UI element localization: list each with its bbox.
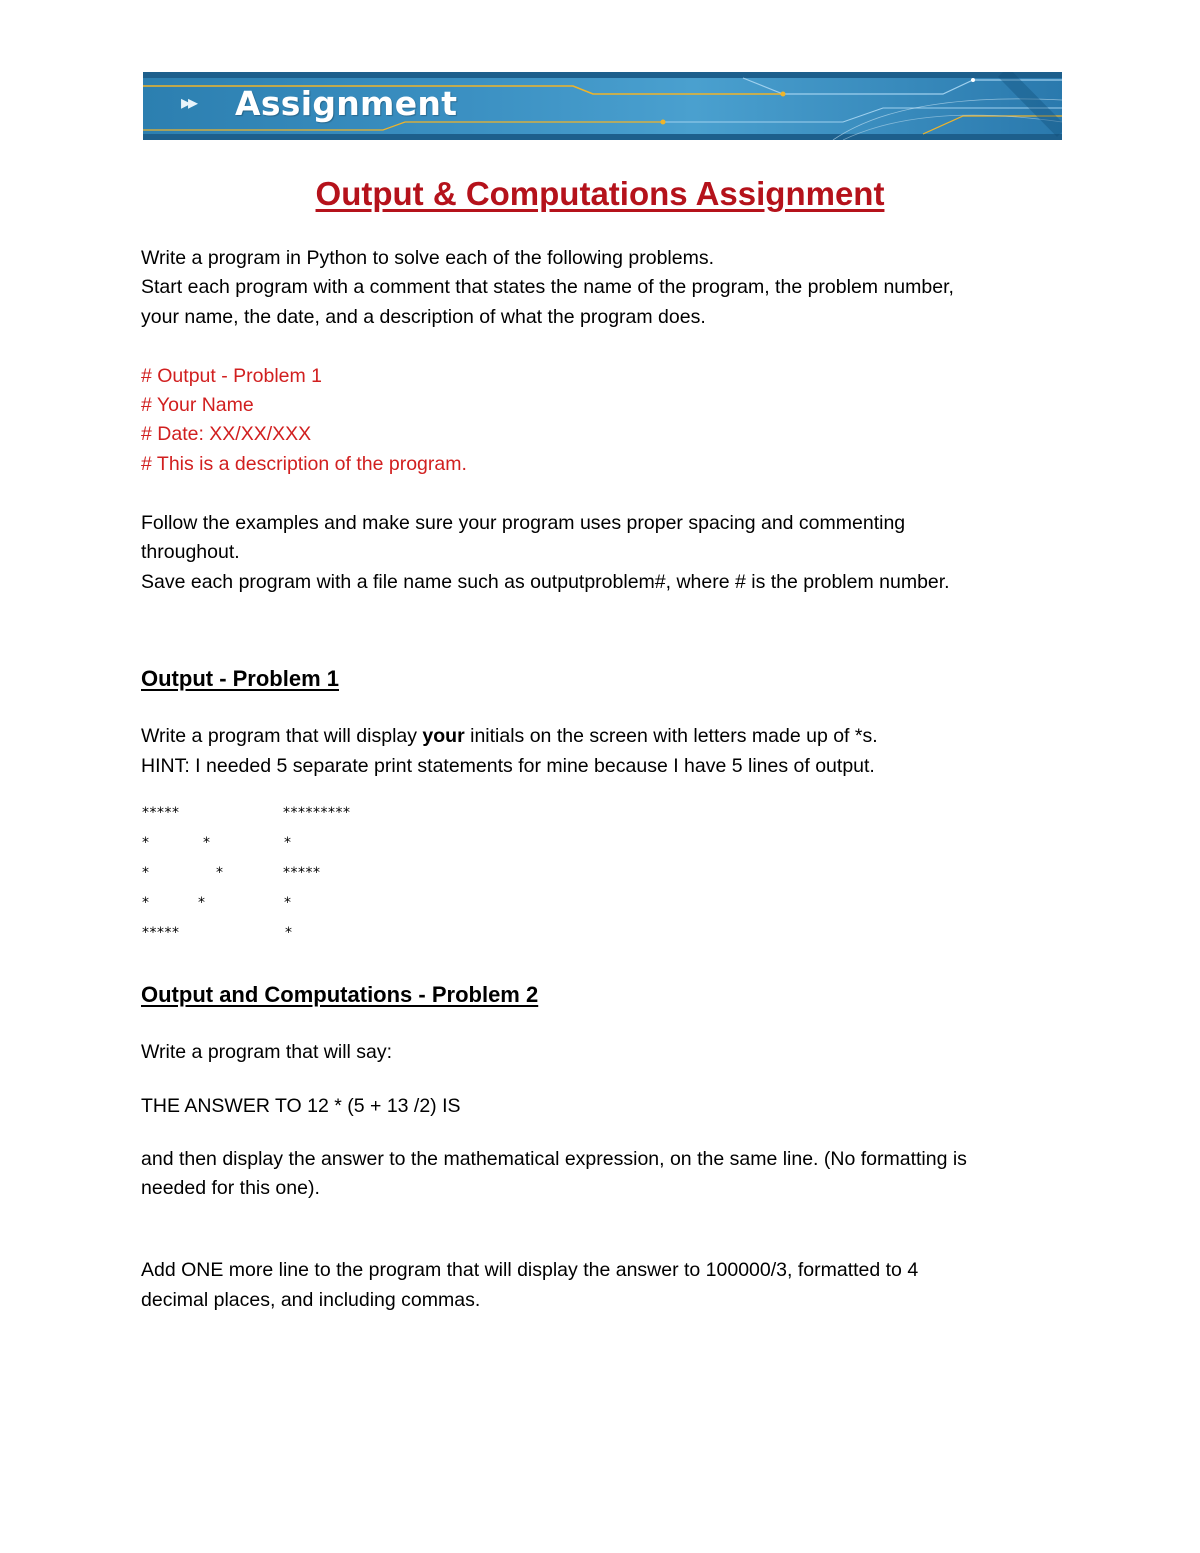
assignment-banner — [143, 72, 1062, 140]
problem-2-heading: Output and Computations - Problem 2 — [141, 982, 539, 1007]
intro-line-2: Start each program with a comment that states the name of the program, the problem number, — [141, 276, 954, 298]
comment-line-4: # This is a description of the program. — [141, 453, 467, 475]
problem-2-line-4: needed for this one). — [141, 1177, 320, 1199]
instructions-line-3: Save each program with a file name such as outputproblem#, where # is the problem number. — [141, 571, 950, 593]
problem-1-description — [141, 722, 878, 752]
problem-1-hint: HINT: I needed 5 separate print statements for mine because I have 5 lines of output. — [141, 755, 875, 777]
star-row-3-b: * — [216, 865, 224, 881]
problem-1-emphasis: your — [422, 725, 465, 747]
star-row-1-left: ***** — [142, 805, 180, 821]
star-row-1-right: ********* — [283, 805, 351, 821]
star-row-2-b: * — [203, 835, 211, 851]
comment-line-2: # Your Name — [141, 394, 254, 416]
instructions-line-2: throughout. — [141, 541, 240, 563]
star-row-5-right: * — [285, 925, 293, 941]
comment-line-3: # Date: XX/XX/XXX — [141, 423, 312, 445]
problem-1-text-before: Write a program that will display — [141, 725, 423, 747]
star-row-3-c: ***** — [283, 865, 321, 881]
star-row-4-b: * — [198, 895, 206, 911]
star-row-3-a: * — [142, 865, 150, 881]
problem-2-line-5: Add ONE more line to the program that will display the answer to 100000/3, formatted to 4 — [141, 1259, 919, 1281]
problem-1-text-after: initials on the screen with letters made up of *s. — [464, 725, 878, 747]
problem-2-line-1: Write a program that will say: — [141, 1041, 393, 1063]
star-row-5-left: ***** — [142, 925, 180, 941]
star-row-4-c: * — [284, 895, 292, 911]
intro-line-3: your name, the date, and a description of what the program does. — [141, 306, 706, 328]
star-row-4-a: * — [142, 895, 150, 911]
double-arrow-icon: ▸▸ — [181, 90, 196, 114]
page-title: Output & Computations Assignment — [315, 175, 885, 212]
instructions-line-1: Follow the examples and make sure your program uses proper spacing and commenting — [141, 512, 906, 534]
banner-title: Assignment — [235, 84, 458, 123]
problem-2-line-6: decimal places, and including commas. — [141, 1289, 481, 1311]
problem-1-heading: Output - Problem 1 — [141, 666, 339, 691]
intro-line-1: Write a program in Python to solve each of the following problems. — [141, 247, 715, 269]
problem-2-expression: THE ANSWER TO 12 * (5 + 13 /2) IS — [141, 1095, 461, 1117]
star-row-2-c: * — [284, 835, 292, 851]
star-row-2-a: * — [142, 835, 150, 851]
comment-line-1: # Output - Problem 1 — [141, 365, 323, 387]
problem-2-line-3: and then display the answer to the mathematical expression, on the same line. (No formatting is — [141, 1148, 967, 1170]
